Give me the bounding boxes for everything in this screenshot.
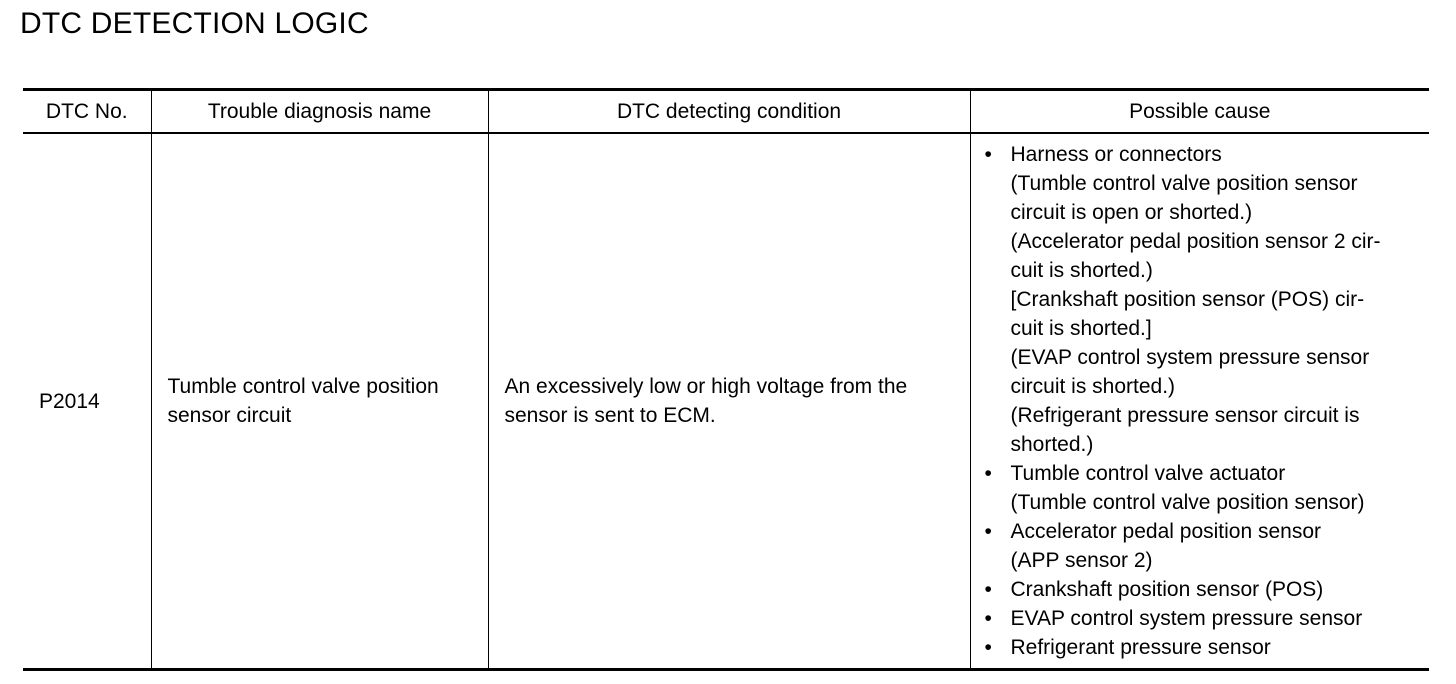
cause-line: Harness or connectors (1010, 143, 1222, 166)
cause-line: circuit is open or shorted.) (1010, 201, 1253, 224)
cause-line: (Tumble control valve position sensor (1010, 172, 1358, 195)
page-title: DTC DETECTION LOGIC (20, 7, 369, 40)
dtc-table (23, 88, 1429, 671)
cause-line: EVAP control system pressure sensor (1010, 607, 1363, 630)
detecting-condition-cell (488, 133, 970, 670)
header-dtc-detecting-condition: DTC detecting condition (488, 90, 970, 134)
cause-line: (Refrigerant pressure sensor circuit is (1010, 404, 1360, 427)
cause-line: Crankshaft position sensor (POS) (1010, 578, 1324, 601)
cause-line: Tumble control valve actuator (1010, 462, 1286, 485)
bullet-icon: • (984, 143, 992, 166)
possible-cause-list (985, 140, 1422, 662)
table-header-row (23, 90, 1429, 134)
bullet-icon: • (984, 636, 992, 659)
header-dtc-no: DTC No. (23, 90, 151, 134)
dtc-code: P2014 (39, 389, 100, 413)
bullet-icon: • (984, 462, 992, 485)
cause-line: shorted.) (1010, 433, 1094, 456)
trouble-diagnosis-name-cell (151, 133, 488, 670)
list-item (985, 140, 1422, 459)
cause-line: (EVAP control system pressure sensor (1010, 346, 1370, 369)
dtc-code-cell (23, 133, 151, 670)
bullet-icon: • (984, 578, 992, 601)
header-trouble-diagnosis-name: Trouble diagnosis name (151, 90, 488, 134)
header-possible-cause: Possible cause (970, 90, 1429, 134)
cause-line: cuit is shorted.] (1010, 317, 1152, 340)
bullet-icon: • (984, 607, 992, 630)
cause-line: circuit is shorted.) (1010, 375, 1176, 398)
list-item (985, 633, 1422, 662)
detecting-condition-line: sensor is sent to ECM. (504, 404, 716, 427)
cause-line: Accelerator pedal position sensor (1010, 520, 1322, 543)
cause-line: (APP sensor 2) (1010, 549, 1153, 572)
cause-line: cuit is shorted.) (1010, 259, 1153, 282)
cause-line: (Accelerator pedal position sensor 2 cir- (1010, 230, 1381, 253)
cause-line: Refrigerant pressure sensor (1010, 636, 1271, 659)
list-item (985, 604, 1422, 633)
list-item (985, 517, 1422, 575)
trouble-diagnosis-name-line: Tumble control valve position (167, 375, 439, 398)
list-item (985, 575, 1422, 604)
cause-line: [Crankshaft position sensor (POS) cir- (1010, 288, 1365, 311)
cause-line: (Tumble control valve position sensor) (1010, 491, 1365, 514)
bullet-icon: • (984, 520, 992, 543)
table-row (23, 133, 1429, 670)
list-item (985, 459, 1422, 517)
detecting-condition-line: An excessively low or high voltage from the (504, 375, 908, 398)
possible-cause-cell (970, 133, 1429, 670)
trouble-diagnosis-name-line: sensor circuit (167, 404, 292, 427)
